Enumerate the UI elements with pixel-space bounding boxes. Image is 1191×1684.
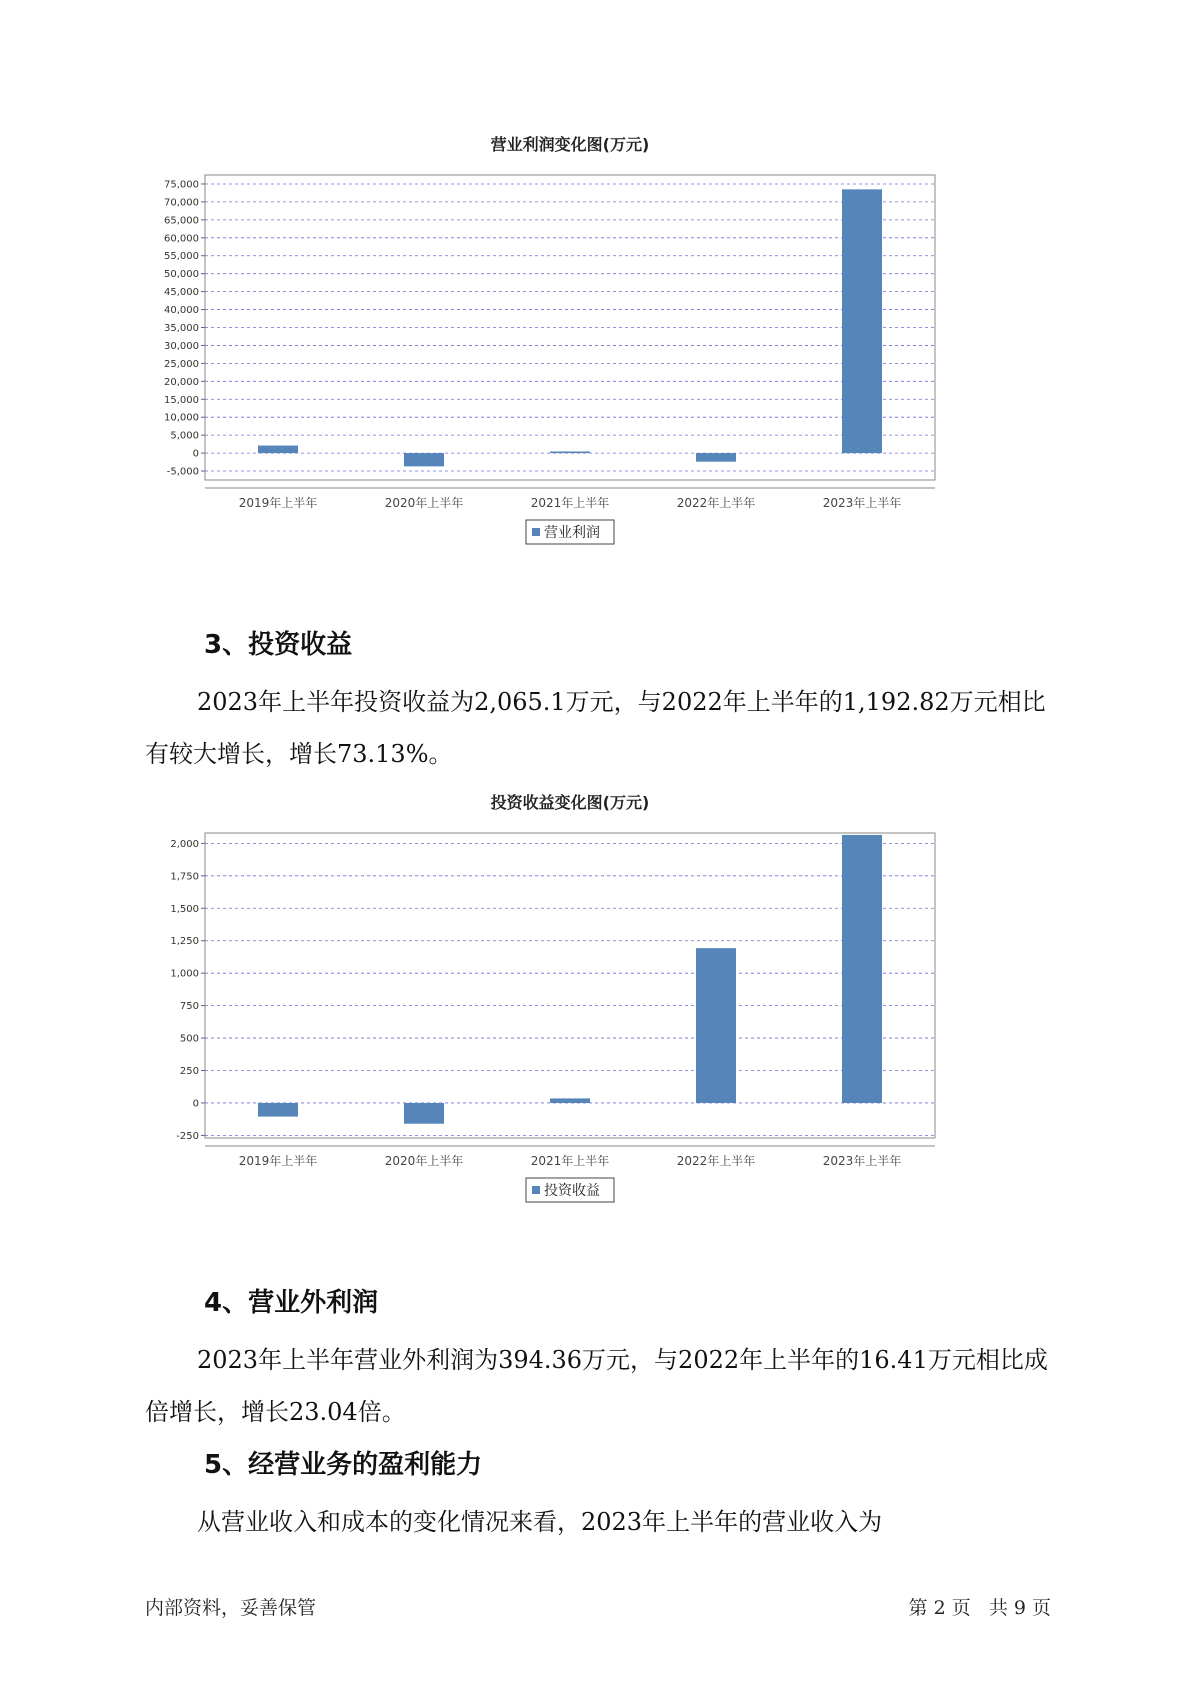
op-profit-y-tick-label: 60,000 <box>164 233 199 245</box>
op-profit-bar <box>842 189 882 453</box>
op-profit-y-tick-label: 40,000 <box>164 305 199 317</box>
op-profit-bar <box>550 451 590 453</box>
section-4-heading: 4、营业外利润 <box>204 1288 379 1318</box>
op-profit-y-tick-label: -5,000 <box>166 466 199 478</box>
inv-income-x-tick-label: 2021年上半年 <box>530 1154 610 1168</box>
op-profit-y-tick-label: 25,000 <box>164 358 199 370</box>
operating-profit-chart <box>150 135 1030 595</box>
inv-income-title: 投资收益变化图(万元) <box>490 793 650 812</box>
op-profit-y-tick-label: 30,000 <box>164 340 199 352</box>
op-profit-legend-swatch <box>532 528 540 536</box>
op-profit-y-tick-label: 35,000 <box>164 323 199 334</box>
inv-income-bar <box>258 1103 298 1117</box>
inv-income-x-tick-label: 2023年上半年 <box>822 1154 902 1168</box>
inv-income-plot-area <box>205 833 935 1138</box>
inv-income-legend-label: 投资收益 <box>544 1183 600 1199</box>
op-profit-bar <box>258 446 298 454</box>
op-profit-x-tick-label: 2023年上半年 <box>822 496 902 510</box>
inv-income-y-tick-label: 0 <box>192 1098 199 1110</box>
inv-income-bar <box>842 835 882 1103</box>
section-5-paragraph: 从营业收入和成本的变化情况来看，2023年上半年的营业收入为 <box>197 1508 883 1536</box>
op-profit-y-tick-label: 5,000 <box>170 430 199 442</box>
footer-confidential-note: 内部资料，妥善保管 <box>145 1597 317 1619</box>
op-profit-y-tick-label: 20,000 <box>164 376 199 388</box>
inv-income-y-tick-label: 2,000 <box>170 838 199 850</box>
op-profit-y-tick-label: 10,000 <box>164 412 199 424</box>
inv-income-legend-swatch <box>532 1186 540 1194</box>
inv-income-y-tick-label: 250 <box>179 1066 199 1078</box>
op-profit-bar <box>696 453 736 462</box>
inv-income-x-tick-label: 2020年上半年 <box>384 1154 464 1168</box>
op-profit-y-tick-label: 15,000 <box>164 394 199 406</box>
inv-income-bar <box>550 1098 590 1103</box>
op-profit-y-tick-label: 55,000 <box>164 251 199 263</box>
inv-income-y-tick-label: -250 <box>176 1130 199 1142</box>
investment-income-chart <box>150 793 1030 1253</box>
section-5-heading: 5、经营业务的盈利能力 <box>204 1450 483 1480</box>
op-profit-x-tick-label: 2020年上半年 <box>384 496 464 510</box>
op-profit-y-tick-label: 50,000 <box>164 269 199 281</box>
op-profit-bar <box>404 453 444 466</box>
op-profit-y-tick-label: 0 <box>192 448 199 460</box>
inv-income-bar <box>404 1103 444 1124</box>
op-profit-legend-label: 营业利润 <box>544 525 600 541</box>
op-profit-x-tick-label: 2019年上半年 <box>238 496 318 510</box>
inv-income-y-tick-label: 1,000 <box>170 968 199 980</box>
footer-page-number: 第 2 页 共 9 页 <box>908 1597 1051 1619</box>
inv-income-y-tick-label: 750 <box>179 1001 199 1013</box>
inv-income-y-tick-label: 1,750 <box>170 871 199 883</box>
op-profit-y-tick-label: 70,000 <box>164 197 199 209</box>
op-profit-y-tick-label: 45,000 <box>164 287 199 299</box>
op-profit-x-tick-label: 2022年上半年 <box>676 496 756 510</box>
inv-income-y-tick-label: 1,250 <box>170 936 199 948</box>
inv-income-y-tick-label: 500 <box>179 1033 199 1045</box>
inv-income-x-tick-label: 2022年上半年 <box>676 1154 756 1168</box>
inv-income-y-tick-label: 1,500 <box>170 903 199 915</box>
op-profit-y-tick-label: 75,000 <box>164 179 199 191</box>
inv-income-x-tick-label: 2019年上半年 <box>238 1154 318 1168</box>
op-profit-y-tick-label: 65,000 <box>164 215 199 227</box>
section-4-paragraph: 2023年上半年营业外利润为394.36万元，与2022年上半年的16.41万元相比成倍增长，增长23.04倍。 <box>145 1346 1048 1426</box>
op-profit-title: 营业利润变化图(万元) <box>490 135 650 154</box>
section-3-heading: 3、投资收益 <box>204 630 353 660</box>
section-3-paragraph: 2023年上半年投资收益为2,065.1万元，与2022年上半年的1,192.82万元相比有较大增长，增长73.13%。 <box>145 688 1046 768</box>
inv-income-bar <box>696 948 736 1103</box>
op-profit-x-tick-label: 2021年上半年 <box>530 496 610 510</box>
